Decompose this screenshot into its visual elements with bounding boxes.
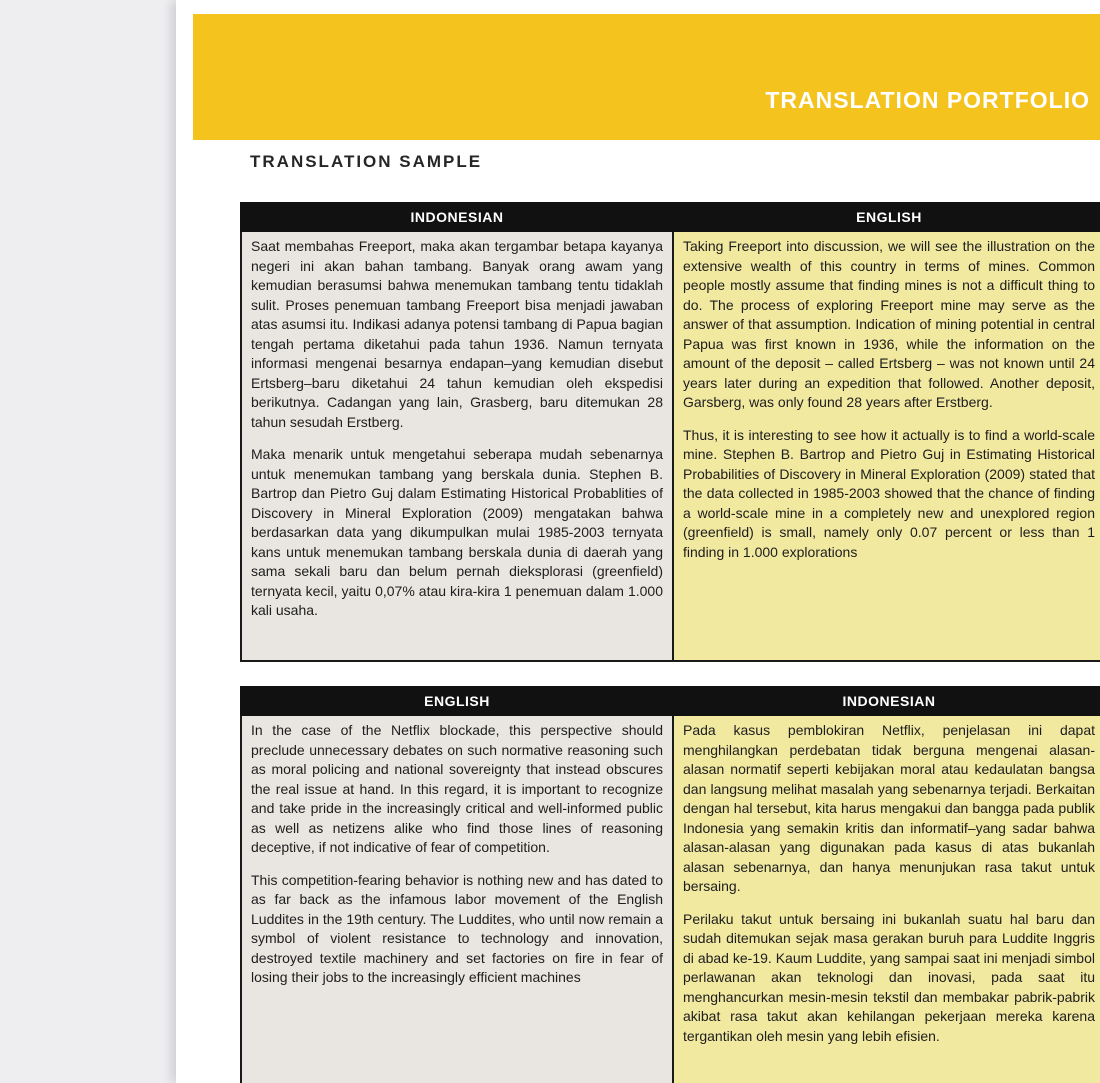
table1-english-paragraph-2: Thus, it is interesting to see how it actually is to find a world-scale mine. Stephen B. Bartrop and Pietro Guj in Estimating Historical Probabilities of Discovery in Mineral Exploration (2009) stated that the data collected in 1985-2003 showed that the chance of finding a world-scale mine in a completely new and unexplored region (greenfield) is small, namely only 0.07 percent or less than 1 finding in 1.000 explorations — [683, 426, 1095, 560]
table2-english-paragraph-2: This competition-fearing behavior is nothing new and has dated to as far back as the infamous labor movement of the English Luddites in the 19th century. The Luddites, who until now remain a symbol of violent resistance to technology and innovation, destroyed textile machinery and set factories on fire in fear of losing their jobs to the increasingly efficient machines — [251, 871, 663, 985]
table2-indonesian-paragraph-1: Pada kasus pemblokiran Netflix, penjelasan ini dapat menghilangkan perdebatan tidak berguna mengenai alasan-alasan normatif seperti kebijakan moral atau kedaulatan bangsa dan langsung melihat masalah yang sebenarnya terjadi. Berkaitan dengan hal tersebut, kita harus mengakui dan bangga pada publik Indonesia yang semakin kritis dan informatif–yang sadar bahwa alasan-alasan yang digunakan pada kasus di atas bukanlah alasan sebenarnya, dan hanya menunjukan rasa takut untuk bersaing. — [683, 722, 1095, 894]
table1-header-col1: INDONESIAN — [241, 203, 673, 231]
table2-indonesian-paragraph-2: Perilaku takut untuk bersaing ini bukanlah suatu hal baru dan sudah ditemukan sejak masa gerakan buruh para Luddite Inggris di abad ke-19. Kaum Luddite, yang sampai saat ini menjadi simbol perlawanan akan teknologi dan inovasi, pada saat itu menghancurkan mesin-mesin tekstil dan membakar pabrik-pabrik akibat rasa takut akan kehilangan pekerjaan mereka karena tergantikan oleh mesin yang lebih efisien. — [683, 910, 1095, 1044]
table2-header-row — [241, 687, 1100, 715]
translation-table-2 — [240, 686, 1100, 1083]
table1-indonesian-paragraph-2: Maka menarik untuk mengetahui seberapa mudah sebenarnya untuk menemukan tambang yang berskala dunia. Stephen B. Bartrop dan Pietro Guj dalam Estimating Historical Probablities of Discovery in Mineral Exploration (2009) mengatakan bahwa berdasarkan data yang dikumpulkan mulai 1985-2003 ternyata kans untuk menemukan tambang berskala dunia di daerah yang sama sekali baru dan belum pernah dieksplorasi (greenfield) ternyata kecil, yaitu 0,07% atau kira-kira 1 penemuan dalam 1.000 kali usaha. — [251, 446, 663, 618]
table1-cell-indonesian — [241, 231, 673, 661]
portfolio-banner — [193, 14, 1100, 140]
banner-title: TRANSLATION PORTFOLIO — [765, 87, 1090, 113]
section-title: TRANSLATION SAMPLE — [250, 152, 483, 171]
table1-indonesian-paragraph-1: Saat membahas Freeport, maka akan tergambar betapa kayanya negeri ini akan bahan tambang. Banyak orang awam yang kemudian berasumsi bahwa menemukan tambang tentu tidaklah sulit. Proses penemuan tambang Freeport bisa menjadi jawaban atas asumsi itu. Indikasi adanya potensi tambang di Papua bagian tengah pertama diketahui pada tahun 1936. Namun ternyata informasi mengenai besarnya endapan–yang kemudian disebut Ertsberg–baru diketahui 24 tahun kemudian oleh ekspedisi berikutnya. Cadangan yang lain, Grasberg, baru ditemukan 28 tahun sesudah Erstberg. — [251, 238, 663, 430]
table2-header-col2: INDONESIAN — [673, 687, 1100, 715]
table1-cell-english — [673, 231, 1100, 661]
translation-table-1 — [240, 202, 1100, 662]
table2-english-paragraph-1: In the case of the Netflix blockade, this perspective should preclude unnecessary debates on such normative reasoning such as moral policing and national sovereignty that instead obscures the real issue at hand. In this regard, it is important to recognize and take pride in the increasingly critical and well-informed public as well as netizens alike who find those lines of reasoning deceptive, if not indicative of fear of competition. — [251, 722, 663, 855]
table1-english-paragraph-1: Taking Freeport into discussion, we will see the illustration on the extensive wealth of this country in terms of mines. Common people mostly assume that finding mines is not a difficult thing to do. The process of exploring Freeport mine may serve as the answer of that assumption. Indication of mining potential in central Papua was first known in 1936, while the information on the amount of the deposit – called Ertsberg – was not known until 24 years later during an expedition that followed. Another deposit, Garsberg, was only found 28 years after Erstberg. — [683, 238, 1095, 410]
table2-cell-english — [241, 715, 673, 1083]
table2-body-row — [241, 715, 1100, 1083]
table2-cell-indonesian — [673, 715, 1100, 1083]
table1-header-col2: ENGLISH — [673, 203, 1100, 231]
table2-header-col1: ENGLISH — [241, 687, 673, 715]
document-page — [176, 0, 1100, 1083]
table1-header-row — [241, 203, 1100, 231]
table1-body-row — [241, 231, 1100, 661]
